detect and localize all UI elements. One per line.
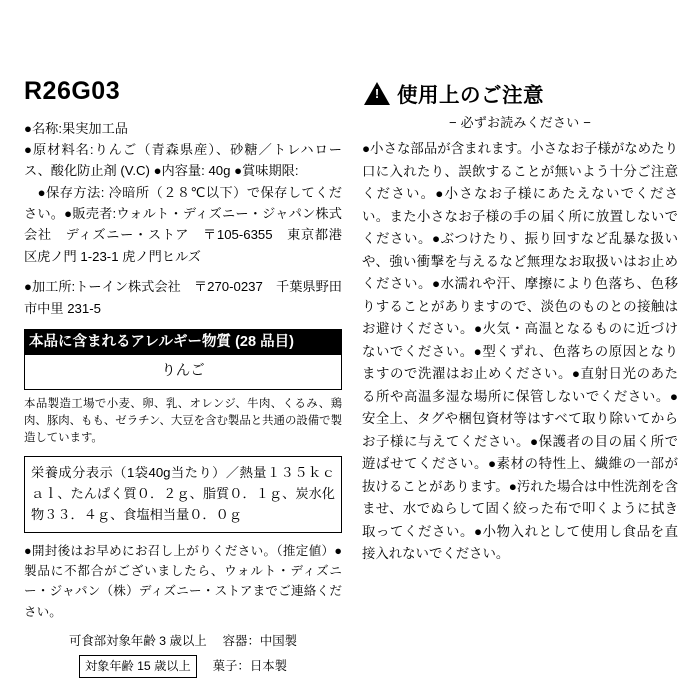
spec-line-name: ●名称:果実加工品 [24,120,128,136]
spec-line-ingredients: ●原材料名:りんご（青森県産）、砂糖／トレハロース、酸化防止剤 (V.C) ●内容量: 40g ●賞味期限: [24,141,342,179]
allergy-title: 本品に含まれるアレルギー物質 (28 品目) [25,330,341,355]
edible-age-text: 可食部対象年齢 3 歳以上 [68,634,207,649]
bottom-info [24,632,342,678]
right-column [362,78,678,566]
spec-line-storage: ●保存方法: 冷暗所（２８℃以下）で保存してください。●販売者:ウォルト・ディズニー・ジャパン株式会社 ディズニー・ストア 〒105-6355 東京都港区虎ノ門 1-23-1 虎ノ門ヒルズ [24,184,342,264]
bottom-row [24,632,342,651]
footnote: ●開封後はお早めにお召し上がりください。（推定値）●製品に不都合がございましたら、ウォルト・ディズニー・ジャパン（株）ディズニー・ストアまでご連絡ください。 [24,543,342,619]
allergy-box [24,329,342,390]
product-code: R26G03 [24,77,121,105]
caution-body: ●小さな部品が含まれます。小さなお子様がなめたり口に入れたり、誤飲することが無いよう十分ご注意ください。●小さなお子様にあたえないでください。また小さなお子様の手の届く所に放置しないでください。●ぶつけたり、振り回すなど乱暴な扱いや、強い衝撃を与えるなど無理なお取扱いはお止めください。●水濡れや汗、摩擦により色落ち、色移りすることがありますので、淡色のものとの接触はお避けください。●火気・高温となるものに近づけないでください。●型くずれ、色落ちの原因となりますので洗濯はお止めください。●直射日光のあたる所や高温多湿な場所に保管しないでください。●安全上、タグや梱包資材等はすべて取り除いてからお子様に与えてください。●保護者の目の届く所で遊ばせてください。●素材の特性上、繊維の一部が抜けることがあります。●汚れた場合は中性洗剤を含ませ、水でぬらして固く絞った布で叩くように拭き取ってください。●小物入れとして使用し食品を直接入れないでください。 [362,141,678,562]
caution-title: 使用上のご注意 [397,84,544,107]
allergy-note: 本品製造工場で小麦、卵、乳、オレンジ、牛肉、くるみ、鶏肉、豚肉、もも、ゼラチン、大豆を含む製品と共通の設備で製造しています。 [24,397,342,445]
nutrition-box [24,456,342,532]
container-origin-text: 容器：中国製 [222,634,298,649]
nutrition-text: 栄養成分表示（1袋40g当たり）／熱量１３５ｋｃａｌ、たんぱく質０．２ｇ、脂質０．１ｇ、炭水化物３３．４ｇ、食塩相当量０．０ｇ [31,465,335,523]
warning-triangle-icon [364,82,390,105]
caution-subtitle: − 必ずお読みください − [448,115,591,130]
spec-block [24,118,342,319]
confection-origin-text: 菓子：日本製 [212,659,287,674]
spec-line-processor: ●加工所:トーイン株式会社 〒270-0237 千葉県野田市中里 231-5 [24,279,342,316]
allergy-items: りんご [161,363,205,379]
left-column [24,78,342,682]
spacer [24,267,342,276]
caution-header [364,78,678,108]
target-age-badge: 対象年齢 15 歳以上 [79,655,197,678]
bottom-row [24,655,342,678]
